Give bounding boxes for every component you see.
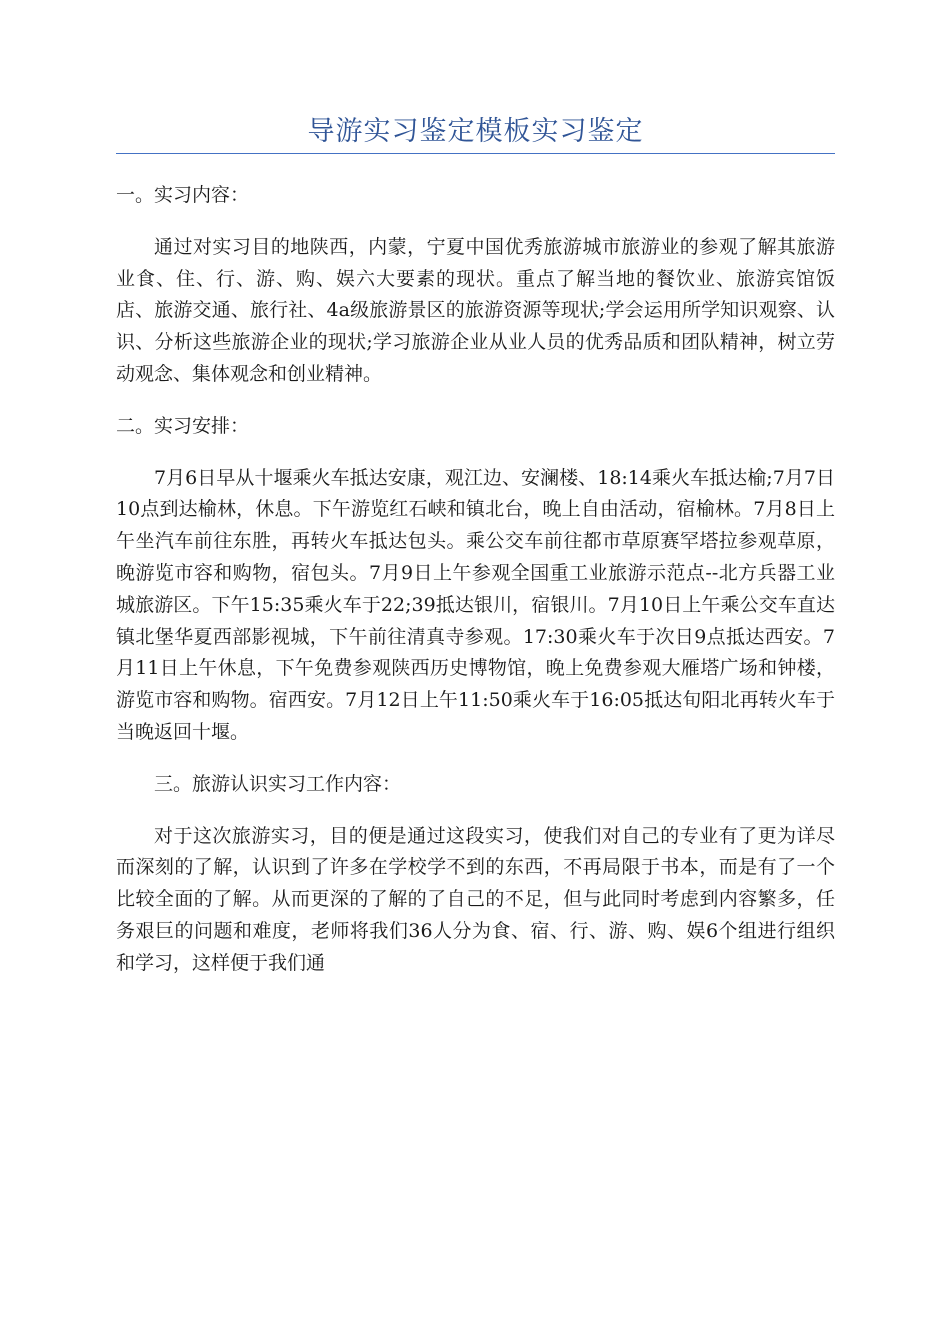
paragraph-work: 对于这次旅游实习，目的便是通过这段实习，使我们对自己的专业有了更为详尽而深刻的了解，认识到了许多在学校学不到的东西，不再局限于书本，而是有了一个比较全面的了解。从而更深的了解的了自己的不足，但与此同时考虑到内容繁多，任务艰巨的问题和难度，老师将我们36人分为食、宿、行、游、购、娱6个组进行组织和学习，这样便于我们通 — [116, 824, 835, 974]
section-heading-work: 三。旅游认识实习工作内容： — [154, 772, 402, 795]
section-heading-schedule: 二。实习安排： — [116, 414, 250, 437]
document-title: 导游实习鉴定模板实习鉴定 — [307, 116, 644, 147]
paragraph-content: 通过对实习目的地陕西，内蒙，宁夏中国优秀旅游城市旅游业的参观了解其旅游业食、住、行、游、购、娱六大要素的现状。重点了解当地的餐饮业、旅游宾馆饭店、旅游交通、旅行社、4a级旅游景区的旅游资源等现状;学会运用所学知识观察、认识、分析这些旅游企业的现状;学习旅游企业从业人员的优秀品质和团队精神，树立劳动观念、集体观念和创业精神。 — [116, 235, 835, 385]
paragraph-schedule: 7月6日早从十堰乘火车抵达安康，观江边、安澜楼、18:14乘火车抵达榆;7月7日10点到达榆林，休息。下午游览红石峡和镇北台，晚上自由活动，宿榆林。7月8日上午坐汽车前往东胜，再转火车抵达包头。乘公交车前往都市草原赛罕塔拉参观草原，晚游览市容和购物，宿包头。7月9日上午参观全国重工业旅游示范点--北方兵器工业城旅游区。下午15:35乘火车于22;39抵达银川，宿银川。7月10日上午乘公交车直达镇北堡华夏西部影视城，下午前往清真寺参观。17:30乘火车于次日9点抵达西安。7月11日上午休息，下午免费参观陕西历史博物馆，晚上免费参观大雁塔广场和钟楼，游览市容和购物。宿西安。7月12日上午11:50乘火车于16:05抵达旬阳北再转火车于当晚返回十堰。 — [116, 466, 835, 743]
document-body — [116, 180, 835, 1000]
title-underline — [116, 153, 835, 154]
section-heading-content: 一。实习内容： — [116, 184, 250, 206]
